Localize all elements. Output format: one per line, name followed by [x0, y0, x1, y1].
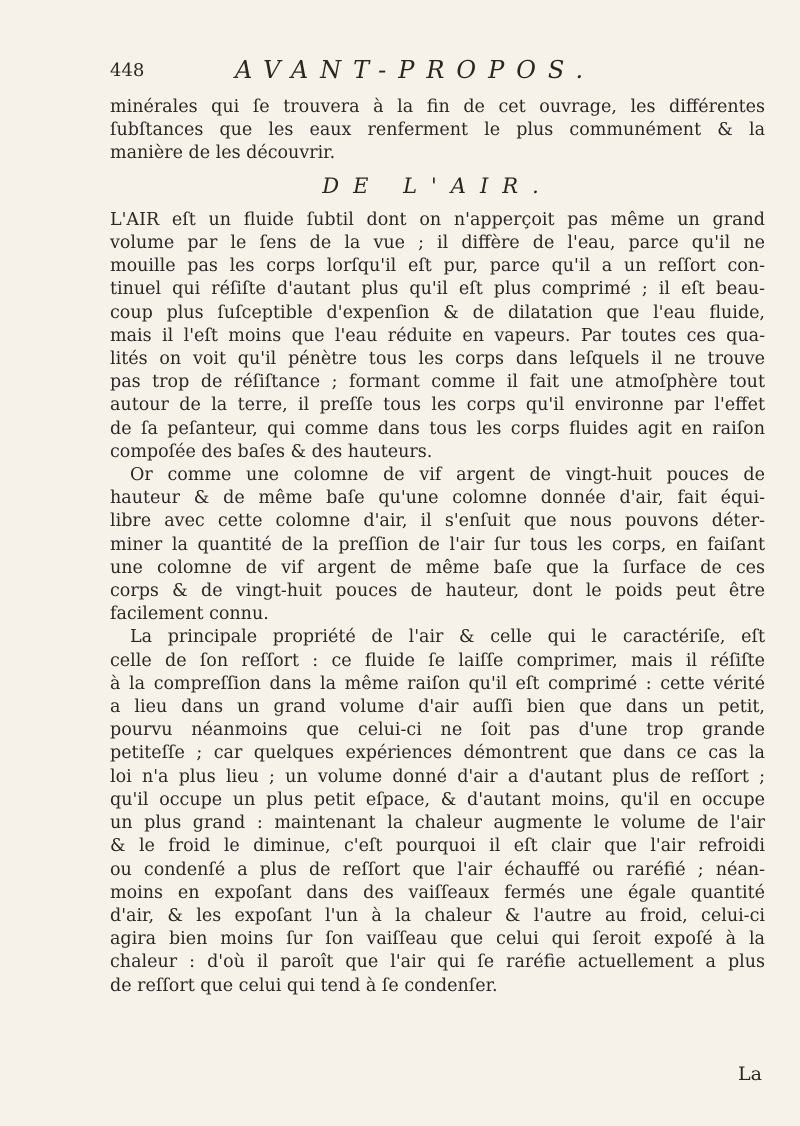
text-line: hauteur & de même baſe qu'une colomne donnée d'air, fait équi- — [110, 488, 765, 509]
paragraph-mercury-column — [110, 464, 765, 626]
text-line: un plus grand : maintenant la chaleur augmente le volume de l'air — [110, 813, 765, 834]
text-line: tinuel qui réſiſte d'autant plus qu'il eſt plus comprimé ; il eſt beau- — [110, 279, 765, 300]
text-line: minérales qui ſe trouvera à la fin de cet ouvrage, les différentes — [110, 97, 765, 117]
catchword: La — [738, 1063, 762, 1085]
text-line: de ſa peſanteur, qui comme dans tous les corps fluides agit en raiſon — [110, 418, 765, 439]
text-line: chaleur : d'où il paroît que l'air qui ſe raréfie actuellement a plus — [110, 952, 765, 973]
text-line: mais il l'eſt moins que l'eau réduite en vapeurs. Par toutes ces qua- — [110, 325, 765, 346]
page-number: 448 — [110, 60, 145, 81]
text-line: La principale propriété de l'air & celle qui le caractériſe, eſt — [130, 627, 765, 648]
text-line: libre avec cette colomne d'air, il s'enſuit que nous pouvons déter- — [110, 511, 765, 532]
text-line: & le froid le diminue, c'eſt pourquoi il eſt clair que l'air refroidi — [110, 836, 765, 857]
text-line: miner la quantité de la preſſion de l'air ſur tous les corps, en faiſant — [110, 534, 765, 555]
text-line: corps & de vingt-huit pouces de hauteur, dont le poids peut être — [110, 581, 765, 602]
body-text — [110, 96, 765, 998]
paragraph-air-spring — [110, 626, 765, 997]
text-line: d'air, & les expoſant l'un à la chaleur & l'autre au froid, celui-ci — [110, 905, 765, 926]
text-line: a lieu dans un grand volume d'air auſſi bien que dans un petit, — [110, 697, 765, 718]
text-line: loi n'a plus lieu ; un volume donné d'air a d'autant plus de reſſort ; — [110, 766, 765, 787]
text-line: celle de ſon reſſort : ce fluide ſe laiſſe comprimer, mais il réſiſte — [110, 650, 765, 671]
text-line: Or comme une colomne de vif argent de vingt-huit pouces de — [130, 465, 765, 486]
running-title: AVANT-PROPOS. — [235, 56, 596, 84]
text-line: pas trop de réſiſtance ; formant comme il fait une atmoſphère tout — [110, 372, 765, 393]
text-line: mouille pas les corps lorſqu'il eſt pur, parce qu'il a un reſſort con- — [110, 256, 765, 277]
page-header — [110, 56, 710, 90]
text-line: ou condenſé a plus de reſſort que l'air échauffé ou raréfié ; néan- — [110, 859, 765, 880]
intro-paragraph — [110, 96, 765, 166]
text-line: manière de les découvrir. — [110, 143, 336, 164]
text-line: petiteſſe ; car quelques expériences démontrent que dans ce cas la — [110, 743, 765, 764]
section-heading: DE L'AIR. — [322, 173, 553, 198]
paragraph-air-definition — [110, 209, 765, 464]
text-line: ſubſtances que les eaux renferment le plus communément & la — [110, 120, 765, 141]
text-line: à la compreſſion dans la même raiſon qu'il eſt comprimé : cette vérité — [110, 673, 765, 694]
text-line: volume par le ſens de la vue ; il diffère de l'eau, parce qu'il ne — [110, 233, 765, 254]
text-line: L'AIR eſt un fluide ſubtil dont on n'apperçoit pas même un grand — [110, 209, 765, 230]
text-line: autour de la terre, il preſſe tous les corps qu'il environne par l'effet — [110, 395, 765, 416]
text-line: compoſée des baſes & des hauteurs. — [110, 441, 433, 462]
text-line: facilement connu. — [110, 604, 269, 625]
text-line: qu'il occupe un plus petit eſpace, & d'autant moins, qu'il en occupe — [110, 789, 765, 810]
text-line: de reſſort que celui qui tend à ſe condenſer. — [110, 975, 498, 996]
text-line: moins en expoſant dans des vaiſſeaux fermés une égale quantité — [110, 882, 765, 903]
text-line: une colomne de vif argent de même baſe que la ſurface de ces — [110, 557, 765, 578]
text-line: pourvu néanmoins que celui-ci ne ſoit pas d'une trop grande — [110, 720, 765, 741]
text-line: agira bien moins ſur ſon vaiſſeau que celui qui ſeroit expoſé à la — [110, 929, 765, 950]
text-line: coup plus ſuſceptible d'expenſion & de dilatation que l'eau fluide, — [110, 302, 765, 323]
text-line: lités on voit qu'il pénètre tous les corps dans leſquels il ne trouve — [110, 349, 765, 370]
